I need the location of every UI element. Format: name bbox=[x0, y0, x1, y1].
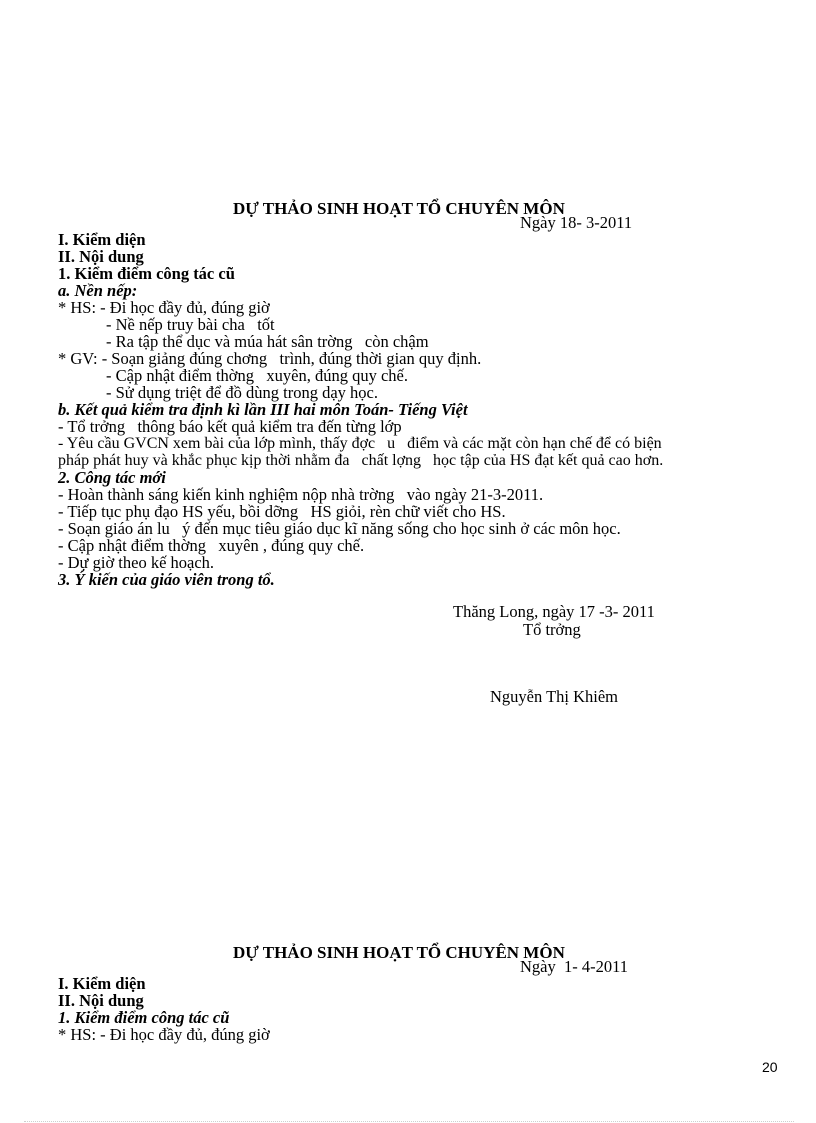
new-task-line: - Tiếp tục phụ đạo HS yếu, bồi dỡng HS giỏi, rèn chữ viết cho HS. bbox=[58, 502, 506, 521]
hs-line: * HS: - Đi học đầy đủ, đúng giờ bbox=[58, 298, 270, 317]
signer-role: Tổ trởng bbox=[523, 620, 581, 639]
new-task-line: - Soạn giáo án lu ý đến mục tiêu giáo dục kĩ năng sống cho học sinh ở các môn học. bbox=[58, 519, 621, 538]
meeting-date-2: Ngày 1- 4-2011 bbox=[520, 957, 628, 976]
page-number: 20 bbox=[762, 1059, 778, 1075]
hs-line: - Nề nếp truy bài cha tốt bbox=[106, 315, 275, 334]
new-task-line: - Dự giờ theo kế hoạch. bbox=[58, 553, 215, 572]
new-task-line: - Cập nhật điểm thờng xuyên , đúng quy chế. bbox=[58, 536, 365, 555]
heading-nen-nep: a. Nền nếp: bbox=[58, 281, 138, 300]
hs-line-2: * HS: - Đi học đầy đủ, đúng giờ bbox=[58, 1025, 270, 1044]
heading-noi-dung: II. Nội dung bbox=[58, 247, 144, 266]
place-and-date: Thăng Long, ngày 17 -3- 2011 bbox=[453, 602, 655, 621]
gv-line: * GV: - Soạn giảng đúng chơng trình, đúng thời gian quy định. bbox=[58, 349, 482, 368]
document-title: DỰ THẢO SINH HOẠT TỔ CHUYÊN MÔN bbox=[233, 199, 565, 218]
new-task-line: - Hoàn thành sáng kiến kinh nghiệm nộp nhà trờng vào ngày 21-3-2011. bbox=[58, 485, 544, 504]
signer-name: Nguyễn Thị Khiêm bbox=[490, 687, 619, 706]
gv-line: - Sử dụng triệt để đồ dùng trong dạy học. bbox=[106, 383, 378, 402]
footer-divider bbox=[24, 1121, 794, 1122]
heading-ket-qua: b. Kết quả kiểm tra định kì lần III hai môn Toán- Tiếng Việt bbox=[58, 400, 468, 419]
heading-y-kien: 3. Ý kiến của giáo viên trong tổ. bbox=[58, 570, 275, 589]
gv-line: - Cập nhật điểm thờng xuyên, đúng quy chế. bbox=[106, 366, 409, 385]
result-line: pháp phát huy và khắc phục kịp thời nhằm đa chất lợng học tập của HS đạt kết quả cao hơn. bbox=[58, 452, 664, 469]
heading-cong-tac-moi: 2. Công tác mới bbox=[58, 468, 166, 487]
result-line: - Tổ trởng thông báo kết quả kiểm tra đến từng lớp bbox=[58, 417, 402, 436]
document-title-2: DỰ THẢO SINH HOẠT TỔ CHUYÊN MÔN bbox=[233, 943, 565, 962]
heading-kiem-diem-2: 1. Kiểm điểm công tác cũ bbox=[58, 1008, 230, 1027]
heading-kiem-dien-2: I. Kiểm diện bbox=[58, 974, 146, 993]
heading-noi-dung-2: II. Nội dung bbox=[58, 991, 144, 1010]
meeting-date: Ngày 18- 3-2011 bbox=[520, 213, 633, 232]
hs-line: - Ra tập thể dục và múa hát sân trờng còn chậm bbox=[106, 332, 429, 351]
heading-kiem-diem: 1. Kiểm điểm công tác cũ bbox=[58, 264, 235, 283]
result-line: - Yêu cầu GVCN xem bài của lớp mình, thấy đợc u điểm và các mặt còn hạn chế để có biện bbox=[58, 435, 662, 452]
heading-kiem-dien: I. Kiểm diện bbox=[58, 230, 146, 249]
